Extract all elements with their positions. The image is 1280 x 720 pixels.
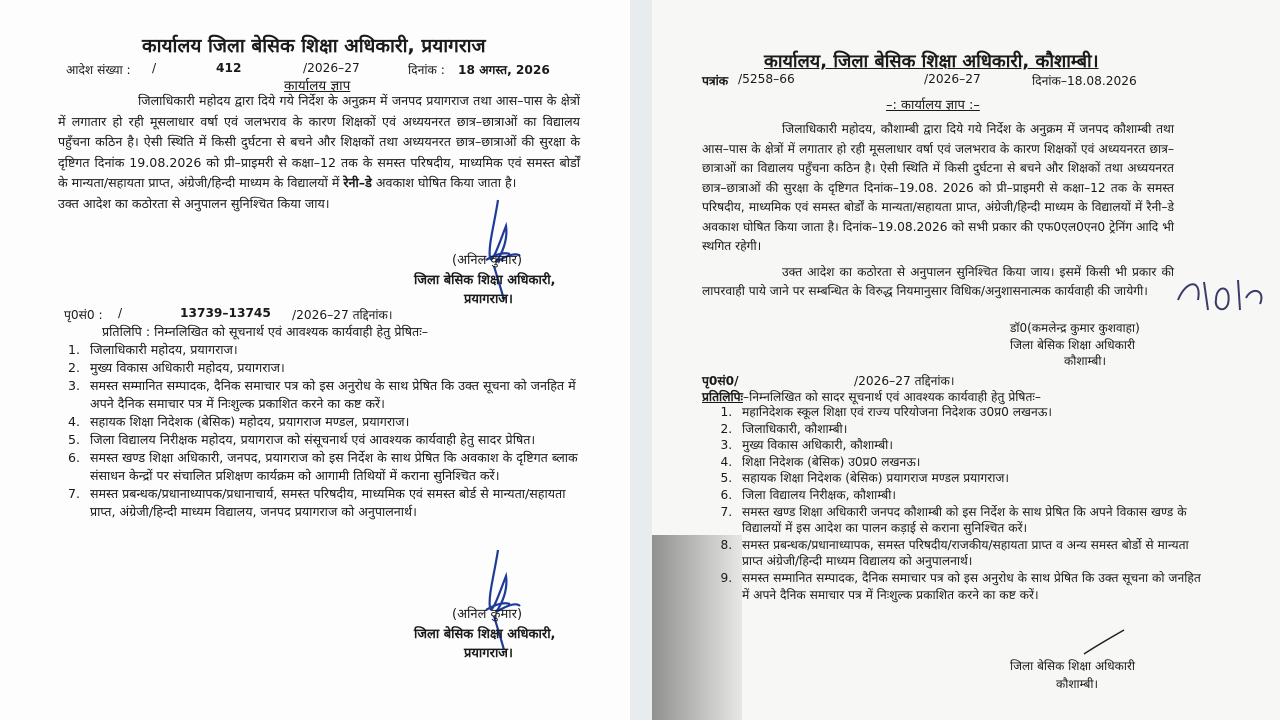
copy-intro-2: प्रतिलिपिः–निम्नलिखित को सादर सूचनार्थ एवं आवश्यक कार्यवाही हेतु प्रेषितः– <box>702 390 1041 404</box>
signer-title-2: जिला बेसिक शिक्षा अधिकारी <box>1010 338 1135 352</box>
order-label: आदेश संख्या : <box>66 63 131 77</box>
memo-heading-2: –: कार्यालय ज्ञाप :– <box>886 98 980 113</box>
copy-list <box>62 341 584 521</box>
signer-place: प्रयागराज। <box>464 292 513 307</box>
list-item: 3. समस्त सम्मानित सम्पादक, दैनिक समाचार पत्र को इस अनुरोध के साथ प्रेषित कि उक्त सूचना को जनहित में अपने दैनिक समाचार पत्र में निःशुल्क प्रकाशित करने का कष्ट करें। <box>84 377 584 413</box>
list-item: 2. मुख्य विकास अधिकारी महोदय, प्रयागराज। <box>84 359 584 377</box>
ref-year: /2026–27 तद्दिनांक। <box>292 308 393 322</box>
office-title: कार्यालय जिला बेसिक शिक्षा अधिकारी, प्रयागराज <box>142 35 486 57</box>
copy-intro: प्रतिलिपि : निम्नलिखित को सूचनार्थ एवं आवश्यक कार्यवाही हेतु प्रेषितः– <box>102 324 429 339</box>
copy-ref-2: पृ0सं0/ <box>702 374 739 388</box>
ref-label-2: पत्रांक <box>702 74 729 88</box>
copy-list-2 <box>714 404 1206 603</box>
signature-mark-3 <box>1080 628 1130 658</box>
list-item: 4. सहायक शिक्षा निदेशक (बेसिक) महोदय, प्रयागराज मण्डल, प्रयागराज। <box>84 413 584 431</box>
list-item: 1. महानिदेशक स्कूल शिक्षा एवं राज्य परियोजना निदेशक उ0प्र0 लखनऊ। <box>736 404 1206 421</box>
list-item: 5. जिला विद्यालय निरीक्षक महोदय, प्रयागराज को संसूचनार्थ एवं आवश्यक कार्यवाही हेतु सादर प्रेषित। <box>84 431 584 449</box>
list-item: 2. जिलाधिकारी, कौशाम्बी। <box>736 421 1206 438</box>
order-slash: / <box>152 61 157 75</box>
ref-number-2: /5258–66 <box>738 72 795 86</box>
list-item: 6. जिला विद्यालय निरीक्षक, कौशाम्बी। <box>736 487 1206 504</box>
body2-text-2: उक्त आदेश का कठोरता से अनुपालन सुनिश्चित किया जाय। इसमें किसी भी प्रकार की लापरवाही पाये जाने पर सम्बन्धित के विरुद्ध नियमानुसार विधिक/अनुशासनात्मक कार्यवाही की जायेगी। <box>702 264 1174 298</box>
list-item: 6. समस्त खण्ड शिक्षा अधिकारी, जनपद, प्रयागराज को इस निर्देश के साथ प्रेषित कि अवकाश के दृष्टिगत ब्लाक संसाधन केन्द्रों पर संचालित प्रशिक्षण कार्यक्रम को आगामी तिथियों में कराना सुनिश्चित करें। <box>84 449 584 485</box>
office-title-2: कार्यालय, जिला बेसिक शिक्षा अधिकारी, कौशाम्बी। <box>764 51 1099 72</box>
body-text: जिलाधिकारी महोदय द्वारा दिये गये निर्देश के अनुक्रम में जनपद प्रयागराज तथा आस–पास के क्षेत्रों में लगातार हो रही मूसलाधार वर्षा एवं जलभराव के कारण शिक्षकों एवं अध्ययनरत छात्र–छात्राओं का विद्यालय पहुँचना कठिन है। ऐसी स्थिति में किसी दुर्घटना से बचने और शिक्षकों तथा अध्ययनरत छात्र–छात्राओं की सुरक्षा के दृष्टिगत दिनांक 19.08.2026 को प्री–प्राइमरी से कक्षा–12 तक के समस्त परिषदीय, माध्यमिक एवं समस्त बोर्डों के मान्यता/सहायता प्राप्त, अंग्रेजी/हिन्दी माध्यम के विद्यालयों में <box>58 93 580 190</box>
signer2-title: जिला बेसिक शिक्षा अधिकारी, <box>414 627 556 642</box>
date-label: दिनांक : <box>408 63 445 77</box>
date-text-2: दिनांक–18.08.2026 <box>1032 74 1137 88</box>
ref-number: 13739–13745 <box>180 306 271 320</box>
memo-heading: कार्यालय ज्ञाप <box>284 78 351 94</box>
document-kaushambi <box>652 0 1280 720</box>
handwritten-date-mark <box>1172 270 1272 320</box>
signer2-place-2: कौशाम्बी। <box>1056 677 1099 691</box>
list-item: 5. सहायक शिक्षा निदेशक (बेसिक) प्रयागराज मण्डल प्रयागराज। <box>736 470 1206 487</box>
date-value: 18 अगस्त, 2026 <box>458 63 550 77</box>
signer2-name: (अनिल कुमार) <box>452 607 523 622</box>
list-item: 7. समस्त खण्ड शिक्षा अधिकारी जनपद कौशाम्बी को इस निर्देश के साथ प्रेषित कि अपने विकास खण्ड के विद्यालयों में इस आदेश का पालन कड़ाई से कराना सुनिश्चित करें। <box>736 504 1206 537</box>
order-number: 412 <box>216 61 242 75</box>
signer2-place: प्रयागराज। <box>464 646 513 661</box>
signer-title: जिला बेसिक शिक्षा अधिकारी, <box>414 273 556 288</box>
order-year: /2026–27 <box>303 61 360 75</box>
list-item: 7. समस्त प्रबन्धक/प्रधानाध्यापक/प्रधानाचार्य, समस्त परिषदीय, माध्यमिक एवं समस्त बोर्ड से मान्यता/सहायता प्राप्त, अंग्रेजी/हिन्दी माध्यम विद्यालय, जनपद प्रयागराज को अनुपालनार्थ। <box>84 485 584 521</box>
document-prayagraj <box>0 0 630 720</box>
ref-label: पृ0सं0 : <box>64 308 103 322</box>
list-item: 8. समस्त प्रबन्धक/प्रधानाध्यापक, समस्त परिषदीय/राजकीय/सहायता प्राप्त व अन्य समस्त बोर्डो से मान्यता प्राप्त अंग्रेजी/हिन्दी माध्यम विद्यालय को अनुपालनार्थ। <box>736 537 1206 570</box>
list-item: 4. शिक्षा निदेशक (बेसिक) उ0प्र0 लखनऊ। <box>736 454 1206 471</box>
copy-ref-year-2: /2026–27 तद्दिनांक। <box>854 374 955 388</box>
body-last-line: उक्त आदेश का कठोरता से अनुपालन सुनिश्चित किया जाय। <box>58 195 330 211</box>
list-item: 3. मुख्य विकास अधिकारी, कौशाम्बी। <box>736 437 1206 454</box>
body-text-2: जिलाधिकारी महोदय, कौशाम्बी द्वारा दिये गये निर्देश के अनुक्रम में जनपद कौशाम्बी तथा आस–पास के क्षेत्रों में लगातार हो रही मूसलाधार वर्षा एवं जलभराव के कारण शिक्षकों एवं अध्ययनरत छात्र–छात्राओं का विद्यालय पहुँचना कठिन है। ऐसी स्थिति में किसी दुर्घटना से बचने और शिक्षकों तथा अध्ययनरत छात्र–छात्राओं की सुरक्षा के दृष्टिगत दिनांक–19.08. 2026 को प्री–प्राइमरी से कक्षा–12 तक के समस्त परिषदीय, माध्यमिक एवं समस्त बोर्डों के मान्यता/सहायता प्राप्त, अंग्रेजी/हिन्दी माध्यम के विद्यालयों में रैनी–डे अवकाश घोषित किया जाता है। दिनांक–19.08.2026 को सभी प्रकार की एफ0एल0एन0 ट्रेनिंग आदि भी स्थगित रहेगी। <box>702 122 1174 253</box>
ref-year-2: /2026–27 <box>924 72 981 86</box>
signer-place-2: कौशाम्बी। <box>1064 354 1107 368</box>
ref-slash: / <box>118 306 123 320</box>
list-item: 9. समस्त सम्मानित सम्पादक, दैनिक समाचार पत्र को इस अनुरोध के साथ प्रेषित कि उक्त सूचना को जनहित में अपने दैनिक समाचार पत्र में निःशुल्क प्रकाशित करने का कष्ट करें। <box>736 570 1206 603</box>
signer-name-2: डॉ0(कमलेन्द्र कुमार कुशवाहा) <box>1010 321 1140 335</box>
signer-name: (अनिल कुमार) <box>452 253 523 268</box>
rainy-day-text: रेनी–डे <box>343 175 372 190</box>
signer2-title-2: जिला बेसिक शिक्षा अधिकारी <box>1010 659 1135 673</box>
order-body-2 <box>702 120 1174 302</box>
body-end-text: अवकाश घोषित किया जाता है। <box>375 175 517 190</box>
page-gutter <box>630 0 652 720</box>
list-item: 1. जिलाधिकारी महोदय, प्रयागराज। <box>84 341 584 359</box>
